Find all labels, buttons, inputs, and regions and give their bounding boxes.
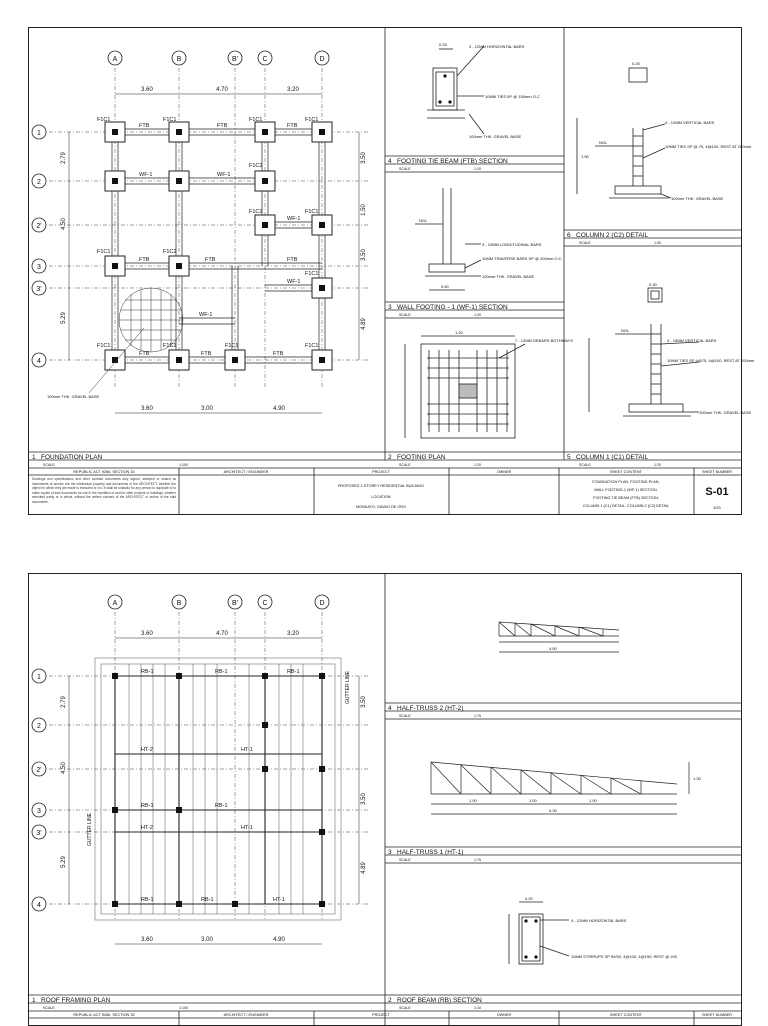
panel-number: 2 [388, 997, 392, 1004]
project-heading: PROJECT [372, 1013, 390, 1017]
scale-label: SCALE [579, 463, 591, 467]
footing-tag: F1C2 [163, 249, 177, 255]
beam-tag: RB-1 [287, 669, 300, 675]
dim-label: 4.90 [273, 406, 285, 412]
architect-heading: ARCHITECT / ENGINEER [223, 1013, 269, 1017]
grid-bubble: 2 [37, 723, 41, 730]
scale-value: 1:20 [474, 463, 481, 467]
dim-label: 3.60 [141, 631, 153, 637]
panel-number: 6 [567, 232, 571, 239]
dim-label: 1.30 [693, 776, 701, 781]
dim-label: 3.00 [201, 406, 213, 412]
grid-bubble: 2' [36, 767, 42, 774]
grid-bubble: B' [231, 56, 239, 63]
scale-label: SCALE [399, 167, 411, 171]
panel-number: 4 [388, 158, 392, 165]
sheet-s01 [28, 27, 755, 515]
grid-bubble: B [176, 56, 182, 63]
dim-label: 5.29 [61, 856, 67, 868]
beam-tag: FTB [217, 123, 228, 129]
dim-label: 2.79 [61, 696, 67, 708]
scale-value: 1:100 [179, 463, 188, 467]
footing-tag: F1C1 [305, 117, 319, 123]
c2-vert-note: 4 - 12MM VERTICAL BARS [665, 120, 715, 125]
c1-vert-note: 4 - 16MM VERTICAL BARS [667, 338, 717, 343]
beam-tag: FTB [287, 257, 298, 263]
grid-bubble: 3 [37, 808, 41, 815]
grid-bubble: C [262, 56, 268, 63]
scale-value: 1:100 [179, 1006, 188, 1010]
sheet-number-heading: SHEET NUMBER [701, 1013, 733, 1017]
panel-number: 3 [388, 304, 392, 311]
ra-notice: Drawings and specifications and other contract documents duly signed, stamped or sealed as instruments of service are the intellectual property and documents of the ARCHITECT, whether the object for which they are made is executed or not. It shall be unlawful for any person to duplicate or to make copies of said documents for use in the repetition of and for other projects or buildings, whether executed partly or in whole, without the written consent of the ARCHITECT or author of the said documents. [32, 477, 176, 504]
ftb-bars-note: 3 - 12MM HORIZONTAL BARS [469, 44, 525, 49]
c2-ties-note: 10MM TIES SP @ 75, 4@100, REST AT 200mm [665, 144, 752, 149]
sheet-of: 3/20 [713, 506, 721, 510]
panel-number: 5 [567, 454, 571, 461]
wf-gravel-note: 100mm THK. GRAVEL BASE [482, 274, 535, 279]
truss-tag: HT-2 [141, 825, 153, 831]
sheet-number-heading: SHEET NUMBER [701, 470, 733, 474]
gutter-line-label: GUTTER LINE [345, 670, 351, 704]
ra-heading: REPUBLIC ACT 9266, SECTION 33 [73, 470, 135, 474]
panel-number: 1 [32, 997, 36, 1004]
beam-tag: RB-1 [201, 897, 214, 903]
truss-tag: HT-2 [141, 747, 153, 753]
panel-number: 3 [388, 849, 392, 856]
wall-footing-tag: WF-1 [287, 216, 301, 222]
beam-tag: FTB [205, 257, 216, 263]
content-line: FOUNDATION PLAN, FOOTING PLAN, [592, 480, 660, 484]
grid-bubble: D [319, 56, 325, 63]
dim-label: 0.20 [525, 896, 533, 901]
dim-label: 3.20 [287, 631, 299, 637]
scale-value: 1:20 [654, 463, 661, 467]
dim-label: 4.50 [61, 762, 67, 774]
grid-bubble: 2' [36, 223, 42, 230]
ngl-label: NGL [419, 218, 428, 223]
dim-label: 4.70 [216, 87, 228, 93]
dim-label: 4.89 [361, 318, 367, 330]
grid-bubble: C [262, 600, 268, 607]
panel-title: FOOTING PLAN [397, 454, 446, 461]
sheet1-drawing [29, 28, 755, 514]
beam-tag: RB-1 [141, 897, 154, 903]
grid-bubble: D [319, 600, 325, 607]
footing-tag: F1C2 [249, 209, 263, 215]
gravel-note: 100mm THK. GRAVEL BASE [47, 394, 100, 399]
scale-label: SCALE [43, 463, 55, 467]
dim-label: 3.60 [141, 87, 153, 93]
wf-trans-note: 10MM TRAVERSE BARS SP @ 200mm O.C. [482, 256, 563, 261]
beam-tag: HT-1 [273, 897, 285, 903]
owner-heading: OWNER [496, 1013, 512, 1017]
scale-label: SCALE [399, 463, 411, 467]
grid-bubble: A [112, 600, 118, 607]
sheet-s02 [28, 573, 742, 1026]
dim-label: 5.29 [61, 312, 67, 324]
footing-tag: F1C1 [305, 271, 319, 277]
architect-heading: ARCHITECT / ENGINEER [223, 470, 269, 474]
project-name: PROPOSED 1-STOREY RESIDENTIAL BUILDING [337, 484, 425, 488]
scale-value: 1:10 [474, 1006, 481, 1010]
c2-gravel-note: 100mm THK. GRAVEL BASE [671, 196, 724, 201]
dim-label: 0.60 [441, 284, 449, 289]
dim-label: 3.50 [361, 249, 367, 261]
panel-title: ROOF FRAMING PLAN [41, 997, 111, 1004]
grid-bubble: 4 [37, 902, 41, 909]
truss-total: 4.50 [549, 646, 557, 651]
truss-tag: HT-1 [241, 825, 253, 831]
panel-title: COLUMN 2 (C2) DETAIL [576, 232, 649, 239]
panel-number: 4 [388, 705, 392, 712]
beam-tag: FTB [139, 351, 150, 357]
ra-heading: REPUBLIC ACT 9266, SECTION 33 [73, 1013, 135, 1017]
grid-bubble: A [112, 56, 118, 63]
footing-tag: F1C1 [305, 343, 319, 349]
wall-footing-tag: WF-1 [199, 312, 213, 318]
grid-bubble: B [176, 600, 182, 607]
grid-bubble: 1 [37, 130, 41, 137]
gutter-line-label: GUTTER LINE [87, 812, 93, 846]
dim-label: 3.60 [141, 937, 153, 943]
footing-tag: F1C1 [225, 343, 239, 349]
footing-tag: F1C1 [305, 209, 319, 215]
c1-ties-note: 10MM TIES SP 4@75, 4@100, REST AT 200mm [667, 358, 755, 363]
dim-label: 3.50 [361, 793, 367, 805]
dim-label: 0.25 [439, 42, 447, 47]
panel-number: 2 [388, 454, 392, 461]
panel-title: WALL FOOTING - 1 (WF-1) SECTION [397, 304, 508, 311]
scale-value: 1:10 [474, 167, 481, 171]
sheet2-drawing [29, 574, 741, 1025]
rb-bars-note: 4 - 12MM HORIZONTAL BARS [571, 918, 627, 923]
content-line: WALL FOOTING-1 (WF-1) SECTION, [594, 488, 658, 492]
beam-tag: RB-1 [215, 669, 228, 675]
rb-stirrups-note: 10MM STIRRUPS SP 50/50, 4@100, 4@150, REST @ 200 [571, 954, 678, 959]
dim-label: 3.50 [361, 152, 367, 164]
footing-tag: F1C2 [249, 163, 263, 169]
truss-segment: 1.00 [529, 798, 537, 803]
owner-heading: OWNER [496, 470, 512, 474]
scale-value: 1:20 [474, 313, 481, 317]
grid-bubble: 3 [37, 264, 41, 271]
grid-bubble: 3' [36, 830, 42, 837]
dim-label: 3.20 [287, 87, 299, 93]
scale-label: SCALE [399, 858, 411, 862]
scale-value: 1:75 [474, 714, 481, 718]
footing-tag: F1C1 [163, 117, 177, 123]
beam-tag: FTB [139, 123, 150, 129]
dim-label: 3.50 [361, 696, 367, 708]
dim-label: 3.00 [201, 937, 213, 943]
dim-label: 0.30 [649, 282, 657, 287]
wall-footing-tag: WF-1 [139, 172, 153, 178]
panel-title: ROOF BEAM (RB) SECTION [397, 997, 482, 1004]
content-heading: SHEET CONTENT [610, 470, 642, 474]
dim-label: 4.89 [361, 862, 367, 874]
scale-label: SCALE [399, 1006, 411, 1010]
truss-total: 9.30 [549, 808, 557, 813]
dim-label: 1.50 [581, 154, 589, 159]
beam-tag: FTB [273, 351, 284, 357]
ftb-ties-note: 10MM TIES 5P @ 150mm O.C. [485, 94, 541, 99]
panel-title: HALF-TRUSS 1 (HT-1) [397, 849, 464, 856]
grid-bubble: 1 [37, 674, 41, 681]
grid-bubble: 3' [36, 286, 42, 293]
ngl-label: NGL [599, 140, 608, 145]
footing-tag: F1C1 [97, 117, 111, 123]
wall-footing-tag: WF-1 [217, 172, 231, 178]
truss-segment: 1.00 [469, 798, 477, 803]
truss-tag: HT-1 [241, 747, 253, 753]
content-line: COLUMN 1 (C1) DETAIL, COLUMN 2 (C2) DETAIL [582, 504, 670, 508]
dim-label: 0.25 [632, 61, 640, 66]
footing-tag: F1C1 [163, 343, 177, 349]
location-value: MONKAYO, DAVAO DE ORO [356, 505, 406, 509]
ftb-gravel-note: 100mm THK. GRAVEL BASE [469, 134, 522, 139]
beam-tag: FTB [201, 351, 212, 357]
scale-label: SCALE [399, 714, 411, 718]
dim-label: 1.20 [455, 330, 463, 335]
dim-label: 4.90 [273, 937, 285, 943]
dim-label: 4.70 [216, 631, 228, 637]
grid-bubble: 4 [37, 358, 41, 365]
scale-label: SCALE [579, 241, 591, 245]
content-line: FOOTING TIE BEAM (FTB) SECTION, [593, 496, 659, 500]
location-heading: LOCATION [371, 495, 391, 499]
beam-tag: FTB [139, 257, 150, 263]
footing-tag: F1C1 [97, 249, 111, 255]
c1-gravel-note: 100mm THK. GRAVEL BASE [699, 410, 752, 415]
grid-bubble: B' [231, 600, 239, 607]
dim-label: 4.50 [61, 218, 67, 230]
scale-value: 1:20 [654, 241, 661, 245]
grid-bubble: 2 [37, 179, 41, 186]
sheet-number: S-01 [705, 486, 729, 498]
fp-bars-note: 7 - 12MM DEBARS BOTHWAYS [515, 338, 574, 343]
panel-title: FOUNDATION PLAN [41, 454, 103, 461]
footing-tag: F1C1 [249, 117, 263, 123]
scale-label: SCALE [399, 313, 411, 317]
scale-value: 1:75 [474, 858, 481, 862]
wall-footing-tag: WF-1 [287, 279, 301, 285]
dim-label: 2.79 [61, 152, 67, 164]
project-heading: PROJECT [372, 470, 390, 474]
dim-label: 1.50 [361, 204, 367, 216]
truss-segment: 1.00 [589, 798, 597, 803]
footing-tag: F1C1 [97, 343, 111, 349]
beam-tag: RB-1 [141, 669, 154, 675]
panel-title: COLUMN 1 (C1) DETAIL [576, 454, 649, 461]
content-heading: SHEET CONTENT [610, 1013, 642, 1017]
beam-tag: RB-1 [141, 803, 154, 809]
scale-label: SCALE [43, 1006, 55, 1010]
panel-title: HALF-TRUSS 2 (HT-2) [397, 705, 464, 712]
beam-tag: FTB [287, 123, 298, 129]
wf-long-note: 3 - 10MM LONGITUDINAL BARS [482, 242, 542, 247]
dim-label: 3.60 [141, 406, 153, 412]
ngl-label: NGL [621, 328, 630, 333]
beam-tag: RB-1 [215, 803, 228, 809]
panel-title: FOOTING TIE BEAM (FTB) SECTION [397, 158, 508, 165]
panel-number: 1 [32, 454, 36, 461]
